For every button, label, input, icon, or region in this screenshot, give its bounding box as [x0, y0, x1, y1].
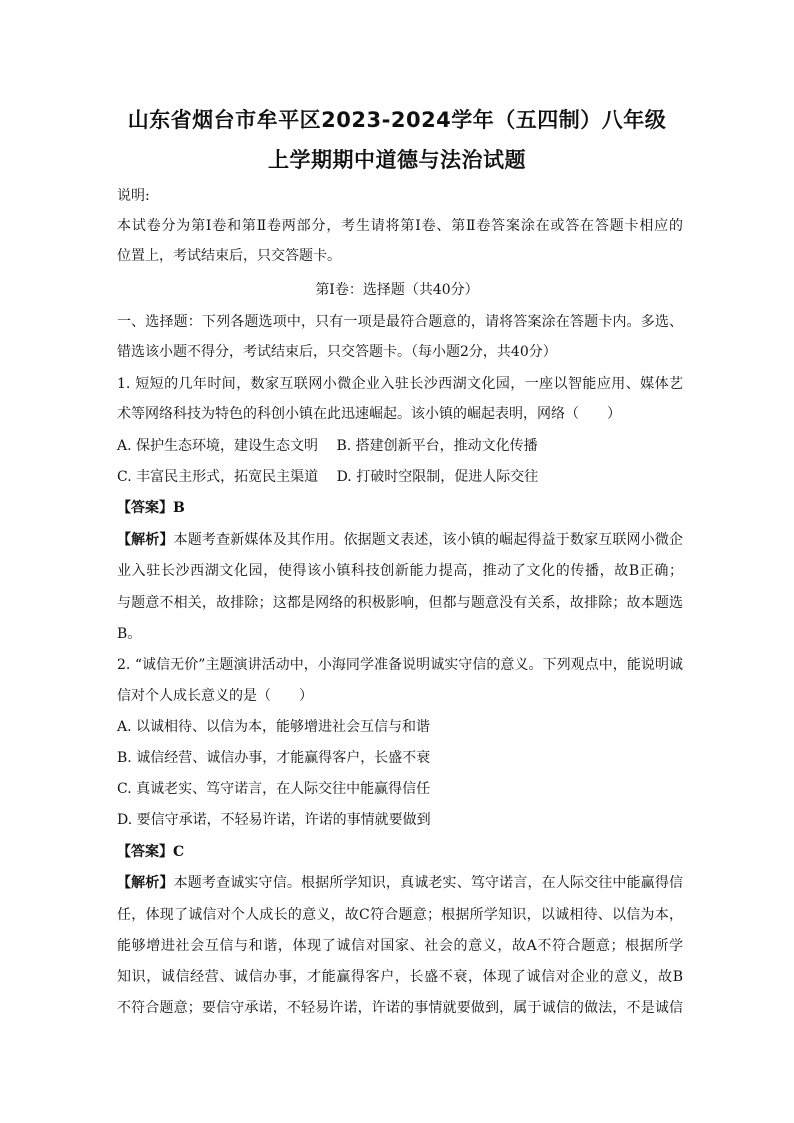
q1-option-row: A. 保护生态环境，建设生态文明 B. 搭建创新平台，推动文化传播 — [117, 438, 538, 454]
q1-stem: 1. 短短的几年时间，数家互联网小微企业入驻长沙西湖文化园，一座以智能应用、媒体艺 — [117, 376, 683, 392]
q1-analysis: 与题意不相关，故排除；这都是网络的积极影响，但都与题意没有关系，故排除；故本题选 — [117, 595, 683, 611]
q1-analysis: 业入驻长沙西湖文化园，使得该小镇科技创新能力提高，推动了文化的传播，故B正确； — [117, 563, 683, 579]
q1-answer: 【答案】B — [117, 500, 185, 516]
section-instruction: 错选该小题不得分，考试结束后，只交答题卡。（每小题2分，共40分） — [117, 344, 557, 360]
q2-stem: 信对个人成长意义的是（ ） — [117, 688, 313, 704]
q2-option: D. 要信守承诺，不轻易许诺，许诺的事情就要做到 — [117, 812, 431, 828]
q2-analysis: 任，体现了诚信对个人成长的意义，故C符合题意；根据所学知识，以诚相待、以信为本， — [117, 907, 683, 923]
q1-analysis: B。 — [117, 626, 142, 642]
q2-option: A. 以诚相待、以信为本，能够增进社会互信与和谐 — [117, 719, 431, 735]
analysis-marker: 【解析】 — [117, 875, 174, 891]
section-heading: 第Ⅰ卷：选择题（共40分） — [315, 282, 479, 298]
intro-line: 位置上，考试结束后，只交答题卡。 — [117, 248, 341, 264]
document-title-line2: 上学期期中道德与法治试题 — [268, 148, 526, 172]
section-instruction: 一、选择题：下列各题选项中，只有一项是最符合题意的，请将答案涂在答题卡内。多选、 — [117, 314, 683, 330]
document-title-line1: 山东省烟台市牟平区2023-2024学年（五四制）八年级 — [127, 108, 667, 132]
intro-line: 本试卷分为第Ⅰ卷和第Ⅱ卷两部分，考生请将第Ⅰ卷、第Ⅱ卷答案涂在或答在答题卡相应的 — [117, 218, 683, 234]
q1-stem: 术等网络科技为特色的科创小镇在此迅速崛起。该小镇的崛起表明，网络（ ） — [117, 406, 621, 422]
q2-analysis: 能够增进社会互信与和谐，体现了诚信对国家、社会的意义，故A不符合题意；根据所学 — [117, 938, 683, 954]
q2-analysis: 知识，诚信经营、诚信办事，才能赢得客户，长盛不衰，体现了诚信对企业的意义，故B — [117, 969, 683, 985]
q2-answer: 【答案】C — [117, 844, 185, 860]
q2-analysis: 【解析】本题考查诚实守信。根据所学知识，真诚老实、笃守诺言，在人际交往中能赢得信 — [117, 875, 684, 891]
q2-option: C. 真诚老实、笃守诺言，在人际交往中能赢得信任 — [117, 781, 431, 797]
q2-stem: 2. “诚信无价”主题演讲活动中，小海同学准备说明诚实守信的意义。下列观点中，能说明诚 — [117, 657, 683, 673]
analysis-marker: 【解析】 — [117, 532, 174, 548]
q2-option: B. 诚信经营、诚信办事，才能赢得客户，长盛不衰 — [117, 750, 431, 766]
intro-label: 说明: — [117, 188, 150, 204]
q1-analysis: 【解析】本题考查新媒体及其作用。依据题文表述，该小镇的崛起得益于数家互联网小微企 — [117, 532, 684, 548]
q1-option-row: C. 丰富民主形式，拓宽民主渠道 D. 打破时空限制，促进人际交往 — [117, 469, 539, 485]
q2-analysis: 不符合题意；要信守承诺，不轻易许诺，许诺的事情就要做到，属于诚信的做法，不是诚信 — [117, 1000, 683, 1016]
